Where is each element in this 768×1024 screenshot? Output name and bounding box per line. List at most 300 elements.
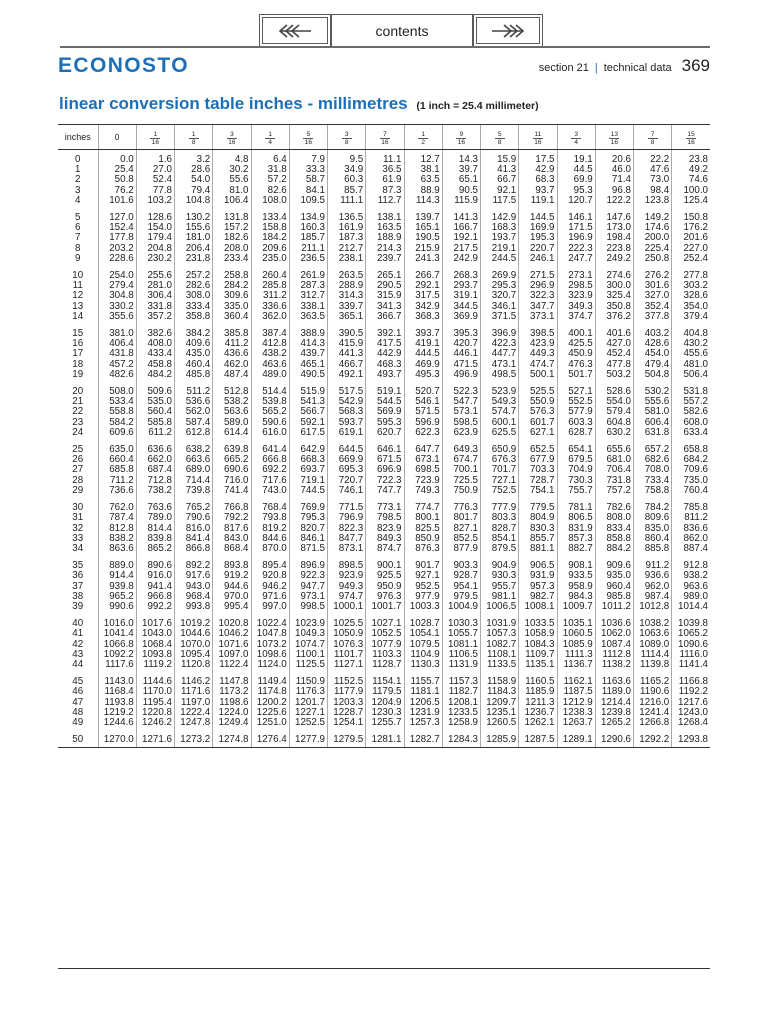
mm-value: 841.4	[175, 534, 213, 544]
mm-value: 1065.2	[672, 629, 710, 639]
mm-value: 993.8	[175, 602, 213, 612]
mm-value: 1095.4	[175, 650, 213, 660]
inch-value: 11	[72, 280, 83, 292]
mm-value: 514.4	[251, 380, 289, 397]
mm-value: 669.9	[328, 455, 366, 465]
mm-value: 217.5	[442, 244, 480, 254]
table-row	[58, 571, 710, 581]
mm-value: 200.0	[634, 233, 672, 243]
mm-value: 127.0	[98, 206, 136, 223]
inch-value: 10	[72, 270, 84, 282]
mm-value: 1104.9	[404, 650, 442, 660]
mm-value: 671.5	[366, 455, 404, 465]
mm-value: 735.0	[672, 476, 710, 486]
mm-value: 188.9	[366, 233, 404, 243]
mm-value: 1273.2	[175, 728, 213, 748]
mm-value: 870.0	[251, 544, 289, 554]
mm-value: 1185.9	[519, 687, 557, 697]
mm-value: 482.6	[98, 370, 136, 380]
mm-value: 154.0	[136, 223, 174, 233]
mm-value: 949.3	[328, 582, 366, 592]
mm-value: 114.3	[404, 196, 442, 206]
mm-value: 147.6	[595, 206, 633, 223]
mm-value: 28.6	[175, 165, 213, 175]
mm-value: 20.6	[595, 150, 633, 166]
mm-value: 1193.8	[98, 698, 136, 708]
mm-value: 874.7	[366, 544, 404, 554]
mm-value: 249.2	[595, 254, 633, 264]
mm-value: 1279.5	[328, 728, 366, 748]
mm-value: 427.0	[595, 339, 633, 349]
mm-value: 774.7	[404, 496, 442, 513]
mm-value: 258.8	[213, 264, 251, 281]
mm-value: 88.9	[404, 186, 442, 196]
next-page-button[interactable]	[473, 14, 543, 46]
mm-value: 508.0	[98, 380, 136, 397]
mm-value: 1198.6	[213, 698, 251, 708]
mm-value: 674.7	[442, 455, 480, 465]
mm-value: 1124.0	[251, 660, 289, 670]
mm-value: 401.6	[595, 322, 633, 339]
mm-value: 1089.0	[634, 640, 672, 650]
mm-value: 695.3	[328, 465, 366, 475]
mm-value: 390.5	[328, 322, 366, 339]
mm-value: 1166.8	[672, 670, 710, 687]
mm-value: 1025.5	[328, 612, 366, 629]
mm-value: 608.0	[672, 418, 710, 428]
fraction-numerator: 7	[650, 130, 655, 138]
mm-value: 450.9	[557, 349, 595, 359]
inch-value: 20	[72, 386, 84, 398]
mm-value: 349.3	[557, 302, 595, 312]
mm-value: 11.1	[366, 150, 404, 166]
header-fraction-7-8	[634, 125, 672, 150]
header-fraction-3-8	[328, 125, 366, 150]
mm-value: 157.2	[213, 223, 251, 233]
mm-value: 352.4	[634, 302, 672, 312]
mm-value: 939.8	[98, 582, 136, 592]
mm-value: 87.3	[366, 186, 404, 196]
mm-value: 1014.4	[672, 602, 710, 612]
mm-value: 85.7	[328, 186, 366, 196]
mm-value: 52.4	[136, 175, 174, 185]
mm-value: 122.2	[595, 196, 633, 206]
mm-value: 231.8	[175, 254, 213, 264]
mm-value: 220.7	[519, 244, 557, 254]
mm-value: 1197.0	[175, 698, 213, 708]
mm-value: 314.3	[328, 291, 366, 301]
mm-value: 174.6	[634, 223, 672, 233]
mm-value: 1133.5	[481, 660, 519, 670]
mm-value: 61.9	[366, 175, 404, 185]
mm-value: 693.7	[289, 465, 327, 475]
mm-value: 682.6	[634, 455, 672, 465]
mm-value: 1077.9	[366, 640, 404, 650]
mm-value: 142.9	[481, 206, 519, 223]
mm-value: 995.4	[213, 602, 251, 612]
mm-value: 858.8	[595, 534, 633, 544]
mm-value: 152.4	[98, 223, 136, 233]
mm-value: 684.2	[672, 455, 710, 465]
mm-value: 371.5	[481, 312, 519, 322]
inch-value: 29	[72, 484, 84, 496]
mm-value: 1219.2	[98, 708, 136, 718]
fraction-label	[227, 131, 237, 146]
mm-value: 1135.1	[519, 660, 557, 670]
header-fraction-1-4	[251, 125, 289, 150]
mm-value: 623.9	[442, 428, 480, 438]
mm-value: 1257.3	[404, 718, 442, 728]
mm-value: 525.5	[519, 380, 557, 397]
table-row	[58, 380, 710, 397]
mm-value: 1097.0	[213, 650, 251, 660]
mm-value: 46.0	[595, 165, 633, 175]
mm-value: 1260.5	[481, 718, 519, 728]
inch-value: 46	[72, 686, 84, 698]
mm-value: 1144.6	[136, 670, 174, 687]
mm-value: 1173.2	[213, 687, 251, 697]
mm-value: 1282.7	[404, 728, 442, 748]
mm-value: 355.6	[98, 312, 136, 322]
mm-value: 15.9	[481, 150, 519, 166]
inch-value: 4	[75, 194, 81, 206]
inch-value: 13	[72, 300, 84, 312]
mm-value: 1165.2	[634, 670, 672, 687]
mm-value: 555.6	[634, 397, 672, 407]
mm-value: 19.1	[557, 150, 595, 166]
mm-value: 1192.2	[672, 687, 710, 697]
econosto-logo: ECONOSTO	[58, 54, 189, 77]
mm-value: 1047.8	[251, 629, 289, 639]
mm-value: 246.1	[519, 254, 557, 264]
contents-button[interactable]	[331, 14, 473, 46]
mm-value: 1044.6	[175, 629, 213, 639]
mm-value: 1190.6	[634, 687, 672, 697]
mm-value: 393.7	[404, 322, 442, 339]
mm-value: 757.2	[595, 486, 633, 496]
fraction-label	[342, 131, 352, 146]
mm-value: 1109.7	[519, 650, 557, 660]
mm-value: 700.1	[442, 465, 480, 475]
mm-value: 327.0	[634, 291, 672, 301]
mm-value: 457.2	[98, 360, 136, 370]
mm-value: 3.2	[175, 150, 213, 166]
mm-value: 130.2	[175, 206, 213, 223]
fraction-numerator: 11	[534, 130, 542, 138]
mm-value: 69.9	[557, 175, 595, 185]
mm-value: 731.8	[595, 476, 633, 486]
mm-value: 1189.0	[595, 687, 633, 697]
mm-value: 733.4	[634, 476, 672, 486]
fraction-denominator: 8	[344, 138, 349, 146]
mm-value: 282.6	[175, 281, 213, 291]
mm-value: 866.8	[175, 544, 213, 554]
mm-value: 133.4	[251, 206, 289, 223]
mm-value: 131.8	[213, 206, 251, 223]
mm-value: 323.9	[557, 291, 595, 301]
mm-value: 471.5	[442, 360, 480, 370]
mm-value: 917.6	[175, 571, 213, 581]
mm-value: 377.8	[634, 312, 672, 322]
mm-value: 474.7	[519, 360, 557, 370]
header-fraction-3-16	[213, 125, 251, 150]
mm-value: 319.1	[442, 291, 480, 301]
mm-value: 530.2	[634, 380, 672, 397]
mm-value: 150.8	[672, 206, 710, 223]
fraction-denominator: 16	[687, 138, 695, 146]
mm-value: 1230.3	[366, 708, 404, 718]
fraction-denominator: 8	[650, 138, 655, 146]
mm-value: 649.3	[442, 438, 480, 455]
fraction-label	[609, 131, 619, 146]
mm-value: 1160.5	[519, 670, 557, 687]
inch-value: 2	[75, 174, 81, 186]
mm-value: 368.3	[404, 312, 442, 322]
mm-value: 179.4	[136, 233, 174, 243]
mm-value: 81.0	[213, 186, 251, 196]
mm-value: 1154.1	[366, 670, 404, 687]
mm-value: 617.5	[289, 428, 327, 438]
mm-value: 419.1	[404, 339, 442, 349]
mm-value: 531.8	[672, 380, 710, 397]
mm-value: 454.0	[634, 349, 672, 359]
mm-value: 904.9	[481, 554, 519, 571]
double-arrow-left-icon	[275, 23, 315, 39]
mm-value: 161.9	[328, 223, 366, 233]
mm-value: 1233.5	[442, 708, 480, 718]
mm-value: 920.8	[251, 571, 289, 581]
mm-value: 1039.8	[672, 612, 710, 629]
table-row	[58, 206, 710, 223]
mm-value: 739.8	[175, 486, 213, 496]
page-subtitle: (1 inch = 25.4 millimeter)	[416, 100, 539, 112]
mm-value: 1293.8	[672, 728, 710, 748]
mm-value: 346.1	[481, 302, 519, 312]
inch-value: 14	[72, 310, 84, 322]
mm-value: 76.2	[98, 186, 136, 196]
header-fraction-13-16	[595, 125, 633, 150]
inch-value: 16	[72, 338, 84, 350]
mm-value: 187.3	[328, 233, 366, 243]
fraction-denominator: 16	[610, 138, 618, 146]
mm-value: 481.0	[672, 360, 710, 370]
mm-value: 1241.4	[634, 708, 672, 718]
section-header	[539, 56, 710, 76]
double-arrow-right-icon	[488, 23, 528, 39]
mm-value: 233.4	[213, 254, 251, 264]
mm-value: 365.1	[328, 312, 366, 322]
mm-value: 1060.5	[557, 629, 595, 639]
mm-value: 1057.3	[481, 629, 519, 639]
mm-value: 701.7	[481, 465, 519, 475]
mm-value: 1016.0	[98, 612, 136, 629]
mm-value: 7.9	[289, 150, 327, 166]
mm-value: 1290.6	[595, 728, 633, 748]
mm-value: 696.9	[366, 465, 404, 475]
mm-value: 977.9	[404, 592, 442, 602]
mm-value: 709.6	[672, 465, 710, 475]
table-header-row	[58, 125, 710, 150]
mm-value: 1236.7	[519, 708, 557, 718]
mm-value: 546.1	[404, 397, 442, 407]
mm-value: 820.7	[289, 524, 327, 534]
inch-value: 36	[72, 570, 84, 582]
mm-value: 281.0	[136, 281, 174, 291]
mm-value: 290.5	[366, 281, 404, 291]
inch-value: 31	[72, 512, 84, 524]
mm-value: 431.8	[98, 349, 136, 359]
mm-value: 1247.8	[175, 718, 213, 728]
mm-value: 63.5	[404, 175, 442, 185]
fraction-label	[380, 131, 390, 146]
inch-value: 34	[72, 542, 84, 554]
mm-value: 406.4	[98, 339, 136, 349]
prev-page-button[interactable]	[259, 14, 331, 46]
mm-value: 928.7	[442, 571, 480, 581]
mm-value: 935.0	[595, 571, 633, 581]
mm-value: 890.6	[136, 554, 174, 571]
mm-value: 384.2	[175, 322, 213, 339]
mm-value: 855.7	[519, 534, 557, 544]
mm-value: 657.2	[634, 438, 672, 455]
mm-value: 777.9	[481, 496, 519, 513]
mm-value: 755.7	[557, 486, 595, 496]
mm-value: 227.0	[672, 244, 710, 254]
fraction-numerator: 1	[153, 130, 158, 138]
mm-value: 1187.5	[557, 687, 595, 697]
fraction-numerator: 5	[306, 130, 311, 138]
mm-value: 1152.5	[328, 670, 366, 687]
mm-value: 542.9	[328, 397, 366, 407]
header-fraction-1-2	[404, 125, 442, 150]
mm-value: 552.5	[557, 397, 595, 407]
mm-value: 292.1	[404, 281, 442, 291]
mm-value: 1265.2	[595, 718, 633, 728]
mm-value: 214.3	[366, 244, 404, 254]
mm-value: 1158.9	[481, 670, 519, 687]
mm-value: 885.8	[634, 544, 672, 554]
mm-value: 963.6	[672, 582, 710, 592]
mm-value: 244.5	[481, 254, 519, 264]
mm-value: 681.0	[595, 455, 633, 465]
mm-value: 295.3	[481, 281, 519, 291]
mm-value: 544.5	[366, 397, 404, 407]
mm-value: 1138.2	[595, 660, 633, 670]
mm-value: 341.3	[366, 302, 404, 312]
mm-value: 420.7	[442, 339, 480, 349]
mm-value: 430.2	[672, 339, 710, 349]
mm-value: 535.0	[136, 397, 174, 407]
mm-value: 308.0	[175, 291, 213, 301]
mm-value: 192.1	[442, 233, 480, 243]
mm-value: 879.5	[481, 544, 519, 554]
mm-value: 596.9	[404, 418, 442, 428]
mm-value: 817.6	[213, 524, 251, 534]
mm-value: 190.5	[404, 233, 442, 243]
mm-value: 128.6	[136, 206, 174, 223]
mm-value: 1093.8	[136, 650, 174, 660]
fraction-numerator: 15	[687, 130, 695, 138]
mm-value: 893.8	[213, 554, 251, 571]
mm-value: 1287.5	[519, 728, 557, 748]
mm-value: 785.8	[672, 496, 710, 513]
mm-value: 79.4	[175, 186, 213, 196]
mm-value: 331.8	[136, 302, 174, 312]
mm-value: 747.7	[366, 486, 404, 496]
mm-value: 590.6	[251, 418, 289, 428]
mm-value: 528.6	[595, 380, 633, 397]
mm-value: 677.9	[519, 455, 557, 465]
mm-value: 55.6	[213, 175, 251, 185]
table-row	[58, 322, 710, 339]
mm-value: 404.8	[672, 322, 710, 339]
mm-value: 639.8	[213, 438, 251, 455]
mm-value: 27.0	[136, 165, 174, 175]
mm-value: 1136.7	[557, 660, 595, 670]
mm-value: 828.7	[481, 524, 519, 534]
mm-value: 738.2	[136, 486, 174, 496]
mm-value: 101.6	[98, 196, 136, 206]
mm-value: 604.8	[595, 418, 633, 428]
inch-value: 24	[72, 426, 84, 438]
mm-value: 746.1	[328, 486, 366, 496]
mm-value: 1244.6	[98, 718, 136, 728]
mm-value: 1289.1	[557, 728, 595, 748]
mm-value: 982.7	[519, 592, 557, 602]
mm-value: 296.9	[519, 281, 557, 291]
mm-value: 896.9	[289, 554, 327, 571]
mm-value: 1184.3	[481, 687, 519, 697]
mm-value: 536.6	[175, 397, 213, 407]
mm-value: 768.4	[251, 496, 289, 513]
mm-value: 871.5	[289, 544, 327, 554]
mm-value: 720.7	[328, 476, 366, 486]
mm-value: 198.4	[595, 233, 633, 243]
mm-value: 616.0	[251, 428, 289, 438]
mm-value: 1281.1	[366, 728, 404, 748]
mm-value: 1050.9	[328, 629, 366, 639]
mm-value: 193.7	[481, 233, 519, 243]
mm-value: 771.5	[328, 496, 366, 513]
mm-value: 1073.2	[251, 640, 289, 650]
mm-value: 603.3	[557, 418, 595, 428]
mm-value: 565.2	[251, 407, 289, 417]
mm-value: 1139.8	[634, 660, 672, 670]
mm-value: 1046.2	[213, 629, 251, 639]
mm-value: 787.4	[98, 513, 136, 523]
mm-value: 36.5	[366, 165, 404, 175]
mm-value: 911.2	[634, 554, 672, 571]
mm-value: 800.1	[404, 513, 442, 523]
table-row	[58, 718, 710, 728]
mm-value: 814.4	[136, 524, 174, 534]
mm-value: 49.2	[672, 165, 710, 175]
page-title	[59, 94, 539, 114]
mm-value: 141.3	[442, 206, 480, 223]
mm-value: 385.8	[213, 322, 251, 339]
mm-value: 476.3	[557, 360, 595, 370]
fraction-numerator: 3	[574, 130, 578, 138]
mm-value: 1182.7	[442, 687, 480, 697]
mm-value: 1243.0	[672, 708, 710, 718]
mm-value: 1224.0	[213, 708, 251, 718]
mm-value: 503.2	[595, 370, 633, 380]
mm-value: 136.5	[328, 206, 366, 223]
mm-value: 1117.6	[98, 660, 136, 670]
inch-value: 18	[72, 358, 84, 370]
mm-value: 25.4	[98, 165, 136, 175]
mm-value: 414.3	[289, 339, 327, 349]
